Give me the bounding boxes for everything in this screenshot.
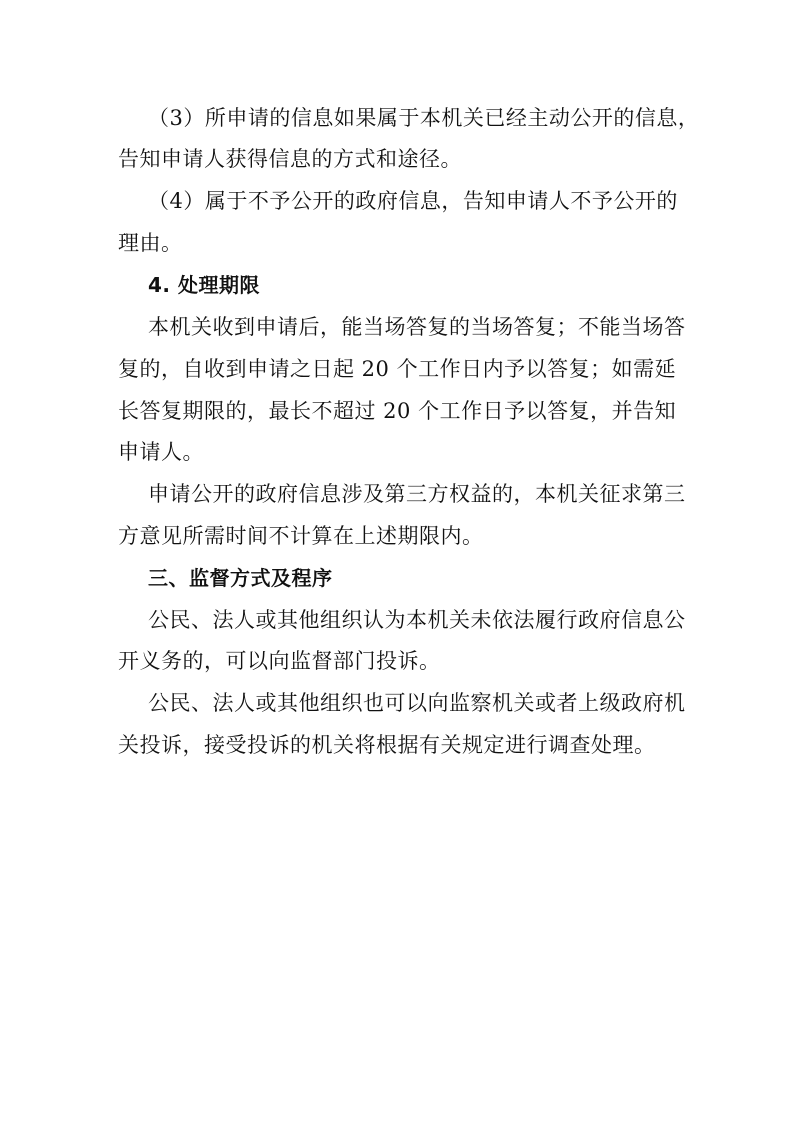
supervision-p1-line2: 开义务的，可以向监督部门投诉。	[118, 649, 441, 673]
item4-line2: 理由。	[118, 231, 183, 255]
deadline-p1-line4: 申请人。	[118, 440, 204, 464]
item3-line1: （3）所申请的信息如果属于本机关已经主动公开的信息，	[148, 106, 700, 130]
item3-line2: 告知申请人获得信息的方式和途径。	[118, 147, 462, 171]
heading-supervision: 三、监督方式及程序	[148, 566, 333, 590]
supervision-p2-line1: 公民、法人或其他组织也可以向监察机关或者上级政府机	[148, 691, 686, 715]
item4-line1: （4）属于不予公开的政府信息，告知申请人不予公开的	[148, 189, 678, 213]
deadline-p2-line1: 申请公开的政府信息涉及第三方权益的，本机关征求第三	[148, 482, 686, 506]
deadline-p1-line3: 长答复期限的，最长不超过 20 个工作日予以答复，并告知	[118, 399, 677, 423]
heading-processing-deadline: 4. 处理期限	[148, 273, 260, 297]
deadline-p1-line2: 复的，自收到申请之日起 20 个工作日内予以答复；如需延	[118, 357, 677, 381]
deadline-p2-line2: 方意见所需时间不计算在上述期限内。	[118, 524, 484, 548]
supervision-p1-line1: 公民、法人或其他组织认为本机关未依法履行政府信息公	[148, 608, 686, 632]
deadline-p1-line1: 本机关收到申请后，能当场答复的当场答复；不能当场答	[148, 315, 686, 339]
supervision-p2-line2: 关投诉，接受投诉的机关将根据有关规定进行调查处理。	[118, 733, 656, 757]
